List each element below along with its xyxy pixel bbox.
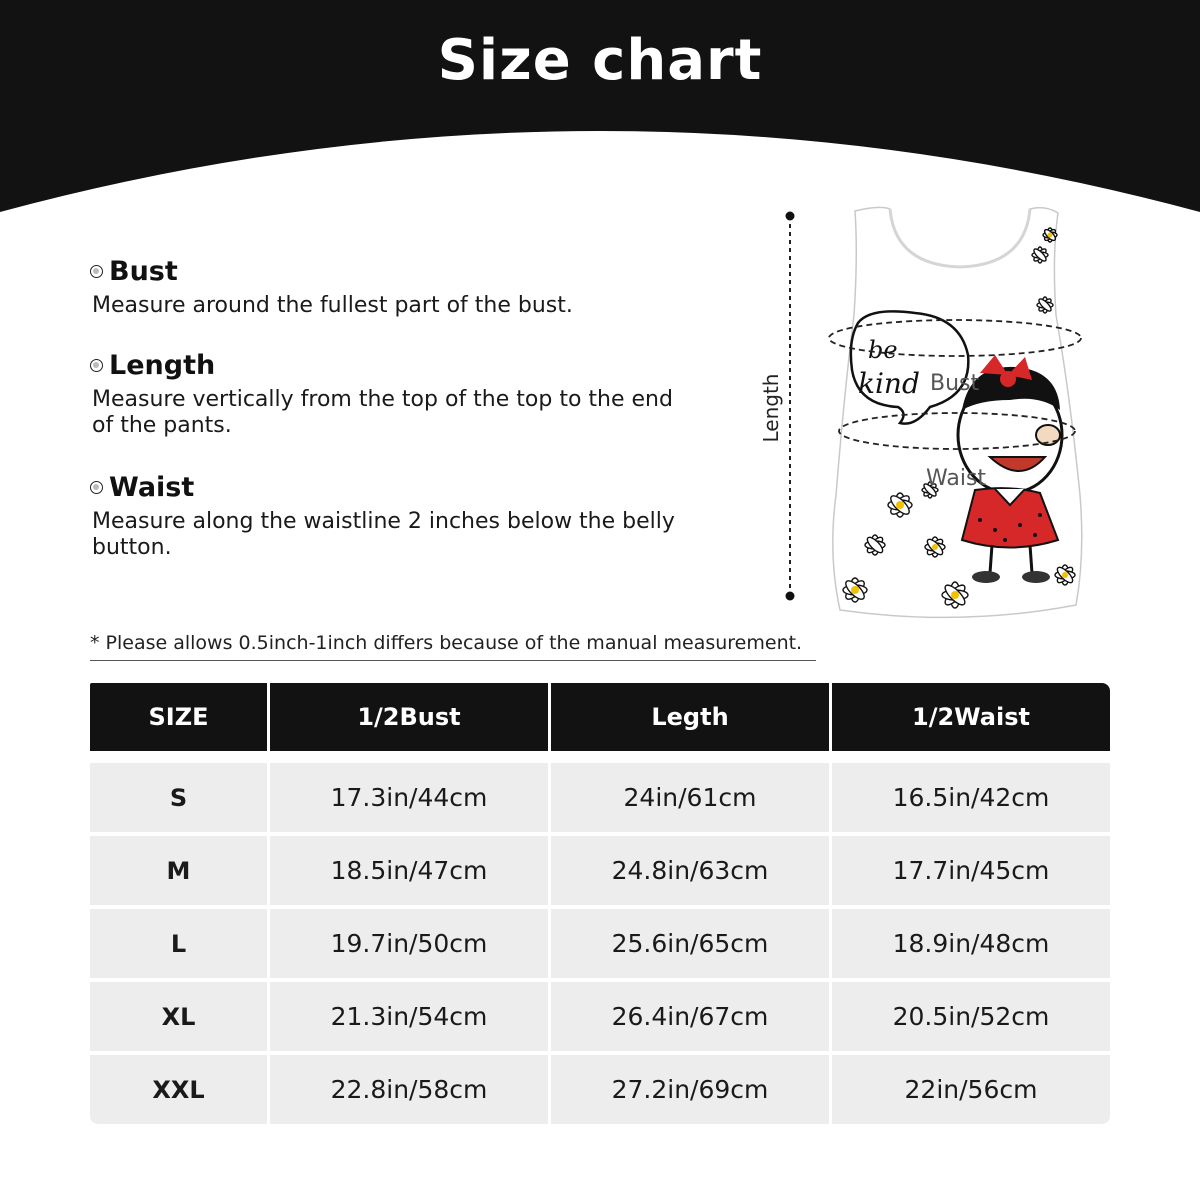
size-cell: S [90, 763, 270, 836]
header-half-bust: 1/2Bust [270, 683, 551, 751]
length-section [90, 350, 730, 439]
waist-description: Measure along the waistline 2 inches below the belly button. [92, 509, 675, 560]
table-row [90, 1055, 1110, 1124]
table-row [90, 763, 1110, 836]
bust-description: Measure around the fullest part of the bust. [92, 293, 573, 318]
half-bust-cell: 21.3in/54cm [270, 982, 551, 1055]
bullet-circle-icon [90, 265, 103, 278]
length-description: Measure vertically from the top of the top to the end of the pants. [92, 387, 673, 438]
bullet-circle-icon [90, 481, 103, 494]
size-table [90, 683, 1110, 1124]
size-cell: L [90, 909, 270, 982]
print-text-kind: kind [858, 367, 920, 400]
length-cell: 24.8in/63cm [551, 836, 832, 909]
length-cell: 26.4in/67cm [551, 982, 832, 1055]
half-bust-cell: 17.3in/44cm [270, 763, 551, 836]
size-cell: XL [90, 982, 270, 1055]
bullet-circle-icon [90, 359, 103, 372]
header-length: Legth [551, 683, 832, 751]
waist-section [90, 472, 730, 561]
table-row [90, 836, 1110, 909]
bust-section [90, 256, 730, 319]
tank-top-illustration [740, 195, 1120, 635]
header-size: SIZE [90, 683, 270, 751]
page-title: Size chart [437, 28, 763, 93]
header-half-waist: 1/2Waist [832, 683, 1110, 751]
bust-title: Bust [109, 256, 178, 287]
length-label: Length [759, 373, 783, 443]
waist-title: Waist [109, 472, 195, 503]
length-cell: 25.6in/65cm [551, 909, 832, 982]
half-waist-cell: 17.7in/45cm [832, 836, 1110, 909]
measurement-note: * Please allows 0.5inch-1inch differs because of the manual measurement. [90, 632, 816, 661]
length-cell: 27.2in/69cm [551, 1055, 832, 1124]
length-cell: 24in/61cm [551, 763, 832, 836]
half-bust-cell: 18.5in/47cm [270, 836, 551, 909]
length-title: Length [109, 350, 216, 381]
half-waist-cell: 18.9in/48cm [832, 909, 1110, 982]
table-row [90, 909, 1110, 982]
table-header-row [90, 683, 1110, 751]
bust-label: Bust [930, 371, 980, 396]
half-waist-cell: 20.5in/52cm [832, 982, 1110, 1055]
size-table-wrapper [90, 683, 1110, 1124]
size-cell: M [90, 836, 270, 909]
table-row [90, 982, 1110, 1055]
half-waist-cell: 22in/56cm [832, 1055, 1110, 1124]
size-cell: XXL [90, 1055, 270, 1124]
half-bust-cell: 22.8in/58cm [270, 1055, 551, 1124]
waist-label: Waist [926, 466, 987, 491]
half-waist-cell: 16.5in/42cm [832, 763, 1110, 836]
print-text-be: be [868, 336, 898, 364]
half-bust-cell: 19.7in/50cm [270, 909, 551, 982]
